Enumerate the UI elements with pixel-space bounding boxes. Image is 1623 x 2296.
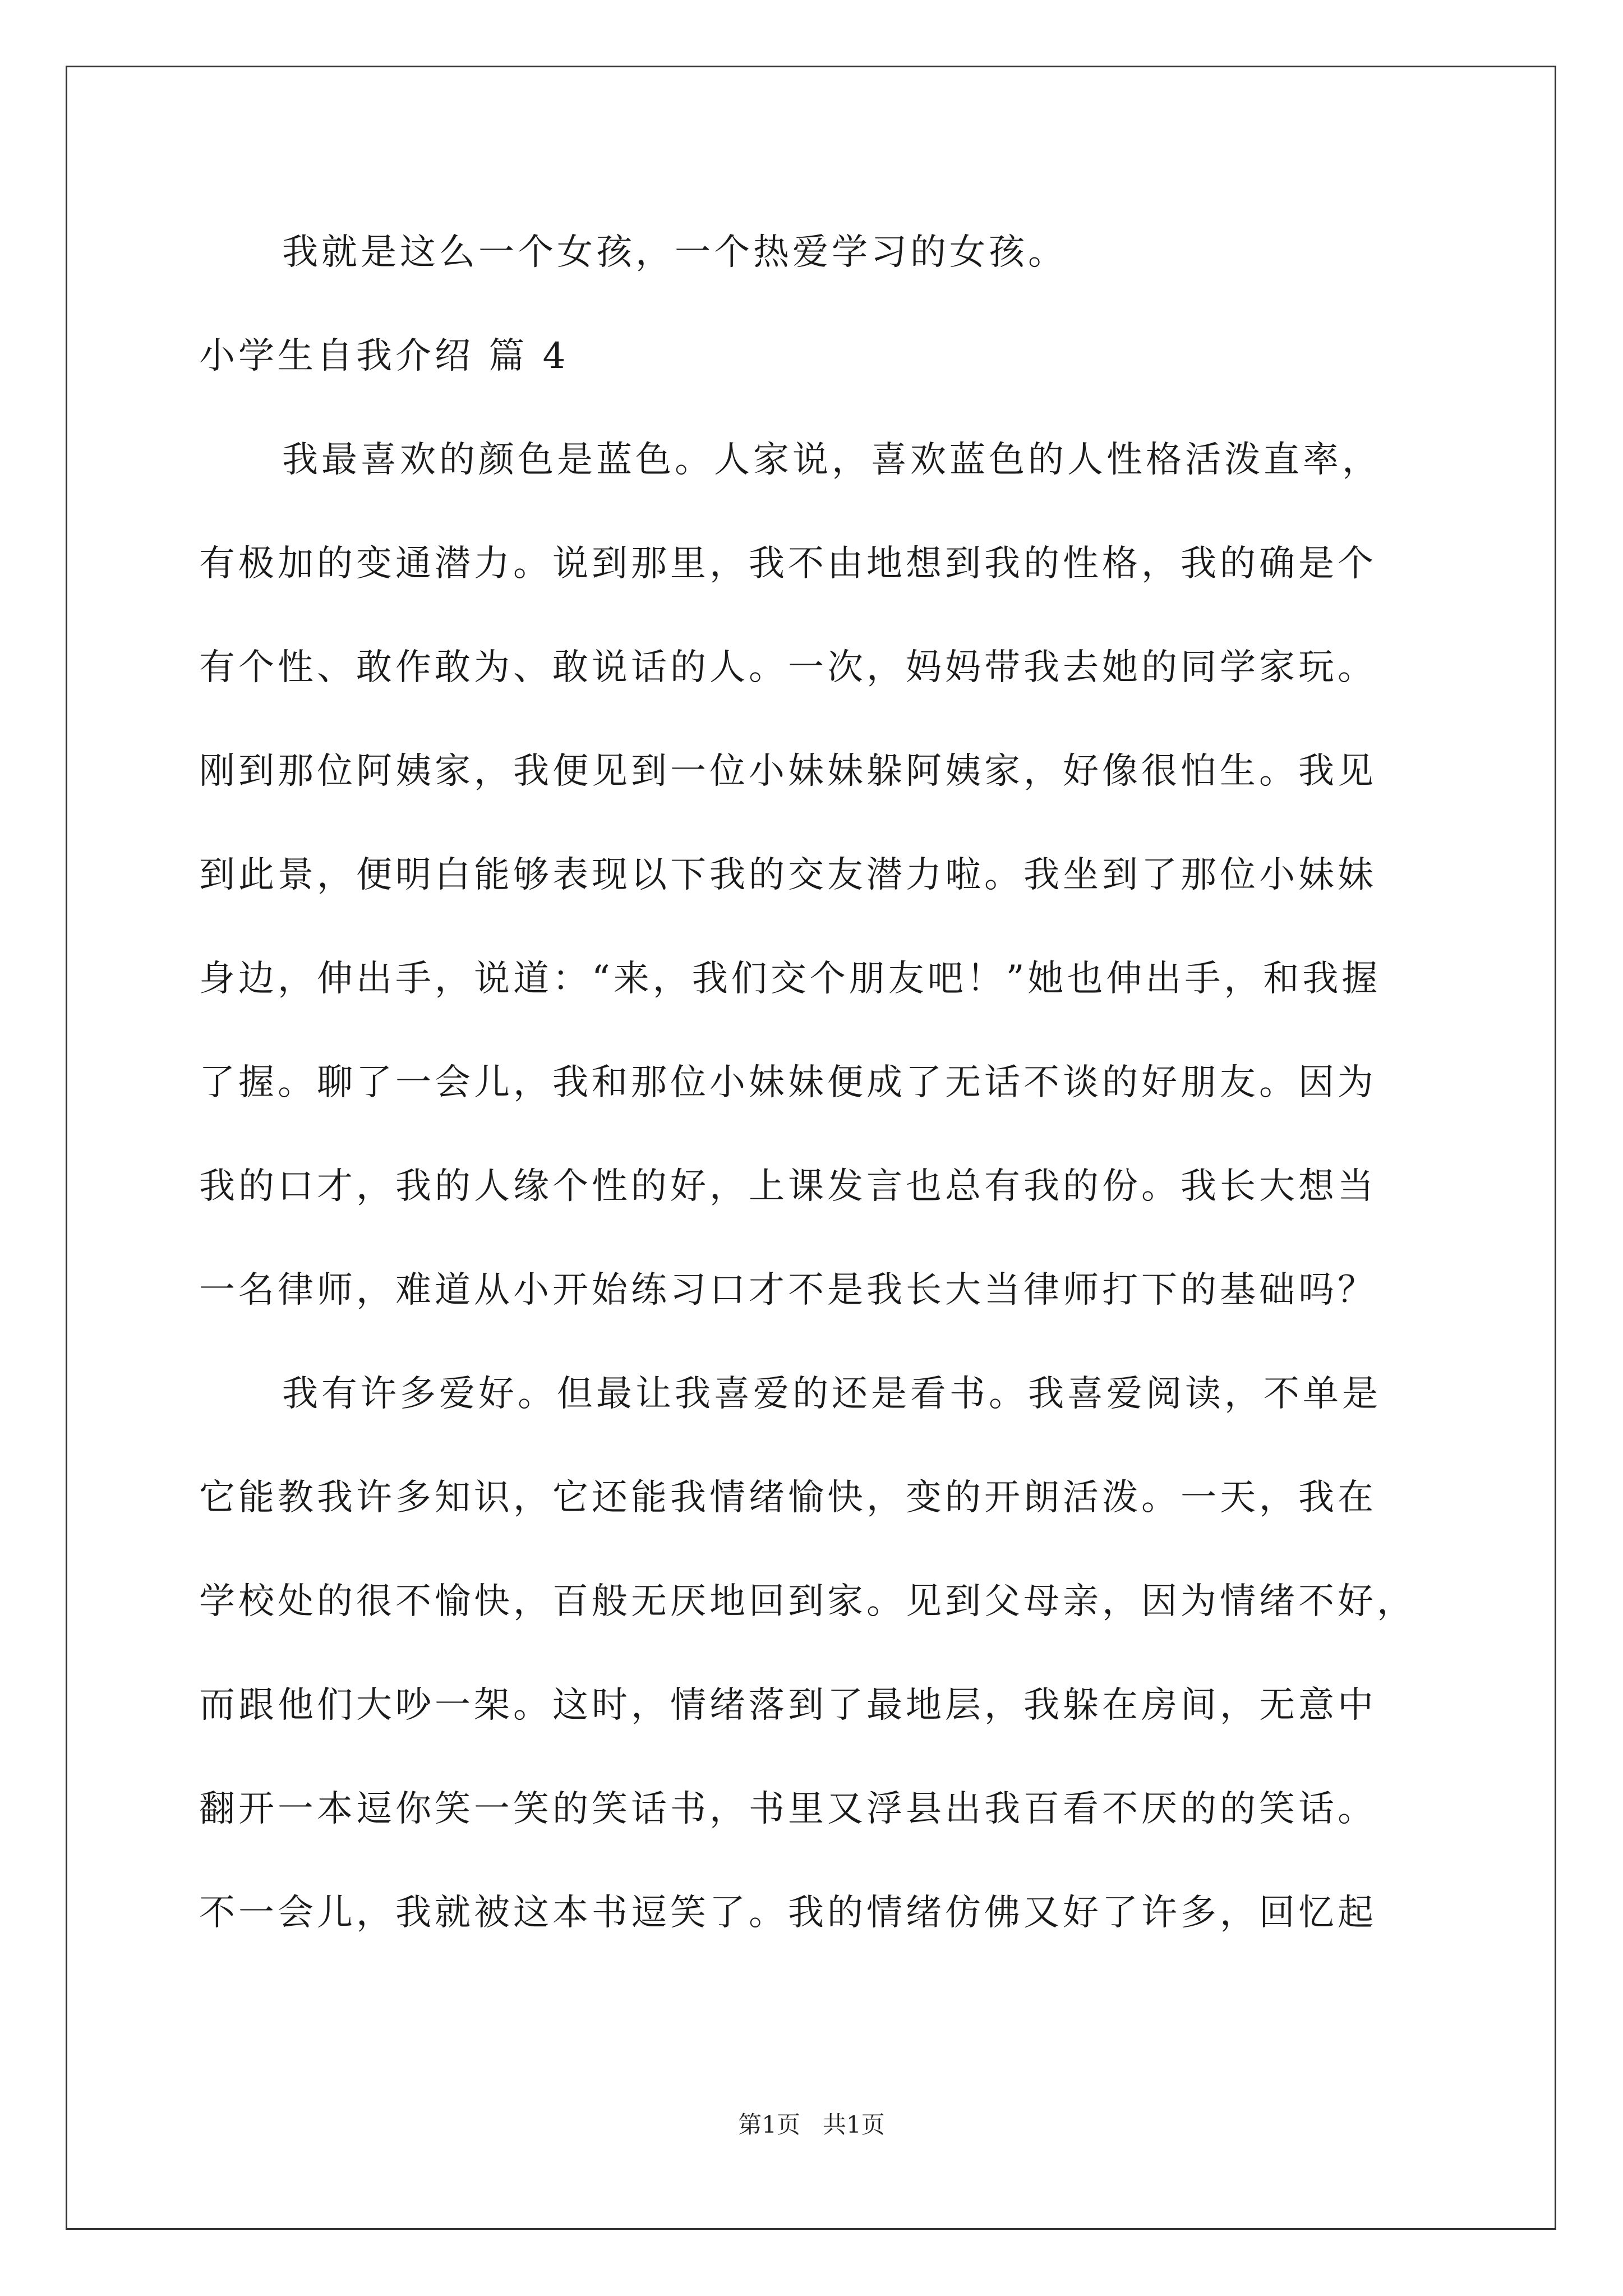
paragraph-line: 了握。聊了一会儿，我和那位小妹妹便成了无话不谈的好朋友。因为 <box>199 1062 1377 1103</box>
paragraph-line: 身边，伸出手，说道：“来，我们交个朋友吧！”她也伸出手，和我握 <box>199 958 1381 1000</box>
paragraph-line: 它能教我许多知识，它还能我情绪愉快，变的开朗活泼。一天，我在 <box>199 1477 1377 1519</box>
paragraph-line: 到此景，便明白能够表现以下我的交友潜力啦。我坐到了那位小妹妹 <box>199 854 1377 896</box>
paragraph-line: 刚到那位阿姨家，我便见到一位小妹妹躲阿姨家，好像很怕生。我见 <box>199 751 1377 792</box>
paragraph-line: 有个性、敢作敢为、敢说话的人。一次，妈妈带我去她的同学家玩。 <box>199 647 1377 688</box>
paragraph-line: 翻开一本逗你笑一笑的笑话书，书里又浮县出我百看不厌的的笑话。 <box>199 1788 1377 1830</box>
paragraph-line: 有极加的变通潜力。说到那里，我不由地想到我的性格，我的确是个 <box>199 543 1377 585</box>
paragraph-line: 我就是这么一个女孩，一个热爱学习的女孩。 <box>282 232 1067 273</box>
paragraph-line: 一名律师，难道从小开始练习口才不是我长大当律师打下的基础吗？ <box>199 1269 1377 1311</box>
page-footer: 第1页 共1页 <box>738 2111 885 2138</box>
paragraph-line: 我有许多爱好。但最让我喜爱的还是看书。我喜爱阅读，不单是 <box>282 1373 1381 1415</box>
paragraph-line: 而跟他们大吵一架。这时，情绪落到了最地层，我躲在房间，无意中 <box>199 1685 1377 1726</box>
paragraph-line: 我的口才，我的人缘个性的好，上课发言也总有我的份。我长大想当 <box>199 1166 1377 1207</box>
paragraph-line: 学校处的很不愉快，百般无厌地回到家。见到父母亲，因为情绪不好， <box>199 1581 1416 1622</box>
section-heading: 小学生自我介绍 篇 4 <box>199 335 569 377</box>
paragraph-line: 不一会儿，我就被这本书逗笑了。我的情绪仿佛又好了许多，回忆起 <box>199 1892 1377 1934</box>
paragraph-line: 我最喜欢的颜色是蓝色。人家说，喜欢蓝色的人性格活泼直率， <box>282 439 1381 481</box>
